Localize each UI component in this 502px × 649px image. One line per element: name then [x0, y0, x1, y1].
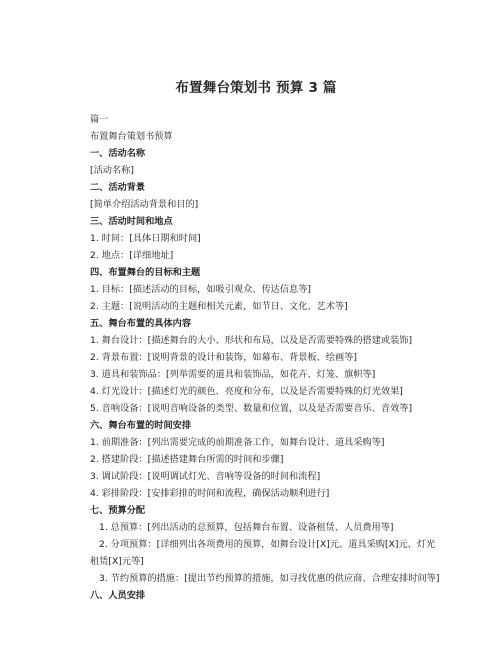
body-line: 1. 时间：[具体日期和时间]: [90, 233, 201, 244]
body-line: 2. 主题：[说明活动的主题和相关元素，如节日、文化、艺术等]: [90, 301, 348, 312]
section-heading: 五、舞台布置的具体内容: [90, 318, 192, 329]
body-line: 1. 前期准备：[列出需要完成的前期准备工作，如舞台设计、道具采购等]: [90, 437, 385, 448]
section-heading: 二、活动背景: [90, 182, 146, 193]
document-body: [90, 111, 442, 604]
body-line: 布置舞台策划书预算: [90, 131, 173, 142]
body-line: 2. 搭建阶段：[描述搭建舞台所需的时间和步骤]: [90, 454, 284, 465]
section-heading: 八、人员安排: [90, 590, 146, 601]
body-line: 2. 背景布置：[说明背景的设计和装饰，如幕布、背景板、绘画等]: [90, 352, 357, 363]
section-heading: 一、活动名称: [90, 148, 146, 159]
body-line: 3. 节约预算的措施：[提出节约预算的措施，如寻找优惠的供应商、合理安排时间等]: [99, 573, 440, 584]
body-line: 3. 道具和装饰品：[列举需要的道具和装饰品，如花卉、灯笼、旗帜等]: [90, 369, 376, 380]
body-line: 2. 地点：[详细地址]: [90, 250, 174, 261]
body-line: 3. 调试阶段：[说明调试灯光、音响等设备的时间和流程]: [90, 471, 321, 482]
document-title: 布置舞台策划书 预算 3 篇: [175, 80, 337, 96]
body-line: 2. 分项预算：[详细列出各项费用的预算，如舞台设计[X]元、道具采购[X]元、灯光租赁[X]元等]: [90, 539, 436, 567]
section-heading: 三、活动时间和地点: [90, 216, 173, 227]
body-line: [活动名称]: [90, 165, 134, 176]
body-line: 4. 彩排阶段：[安排彩排的时间和流程，确保活动顺利进行]: [90, 488, 330, 499]
body-line: 1. 总预算：[列出活动的总预算，包括舞台布置、设备租赁、人员费用等]: [99, 522, 394, 533]
body-line: 4. 灯光设计：[描述灯光的颜色、亮度和分布，以及是否需要特殊的灯光效果]: [90, 386, 403, 397]
body-line: 篇一: [90, 114, 109, 125]
body-line: 5. 音响设备：[说明音响设备的类型、数量和位置，以及是否需要音乐、音效等]: [90, 403, 413, 414]
body-line: [简单介绍活动背景和目的]: [90, 199, 199, 210]
section-heading: 六、舞台布置的时间安排: [90, 420, 192, 431]
section-heading: 四、布置舞台的目标和主题: [90, 267, 201, 278]
section-heading: 七、预算分配: [90, 505, 146, 516]
body-line: 1. 舞台设计：[描述舞台的大小、形状和布局，以及是否需要特殊的搭建或装饰]: [90, 335, 413, 346]
body-line: 1. 目标：[描述活动的目标，如吸引观众、传达信息等]: [90, 284, 311, 295]
